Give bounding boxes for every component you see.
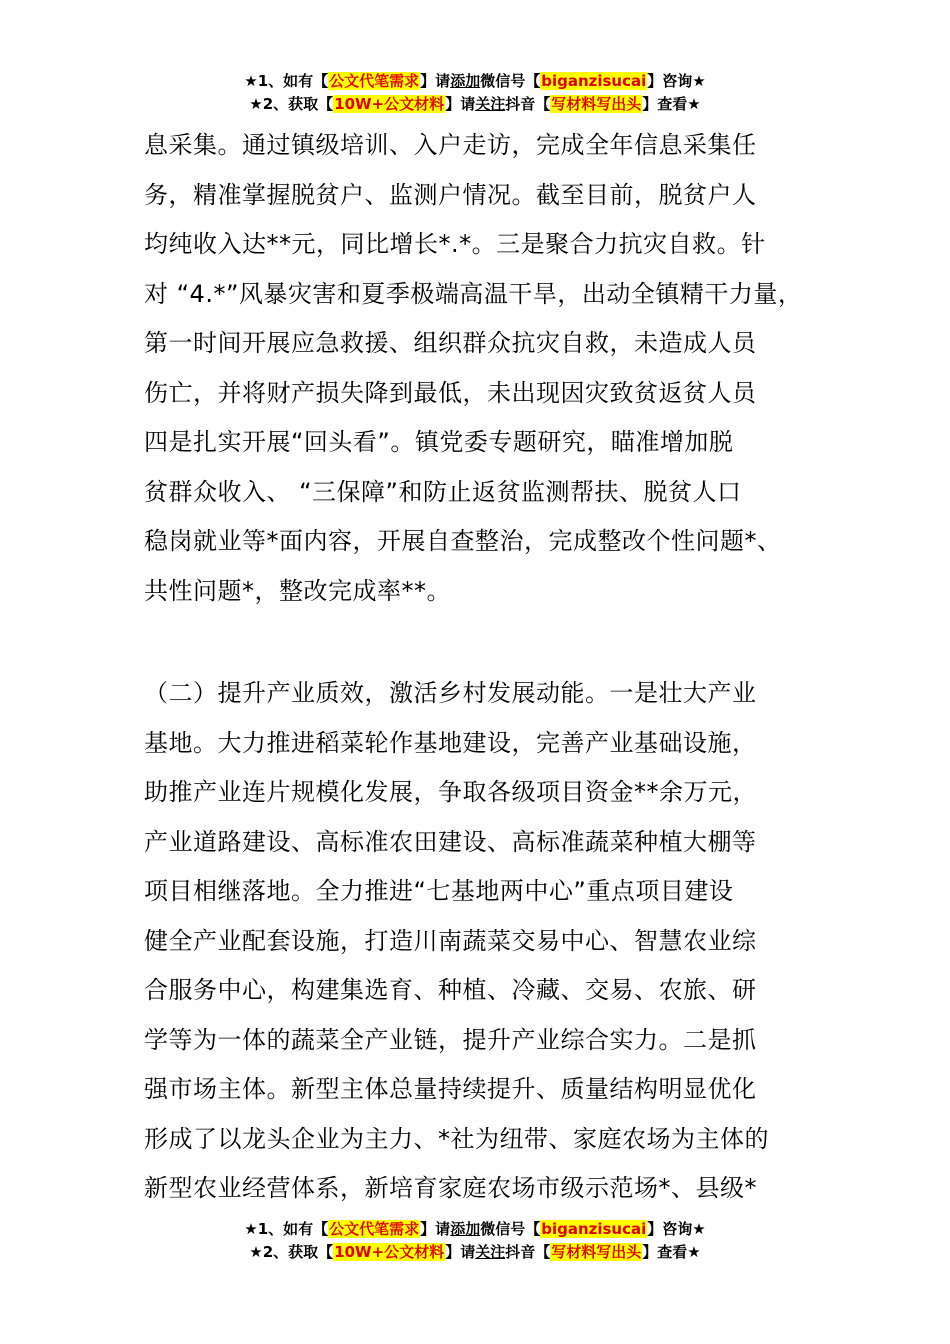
text-line: 第一时间开展应急救援、组织群众抗灾自救，未造成人员: [144, 329, 757, 357]
banner-highlight: 公文代笔需求: [329, 72, 420, 90]
banner-text: 】请: [445, 1243, 476, 1261]
banner-highlight: 写材料写出头: [551, 1243, 642, 1261]
banner-text: ★1、如有【: [244, 1220, 329, 1238]
text-line: 学等为一体的蔬菜全产业链，提升产业综合实力。二是抓: [144, 1025, 757, 1054]
text-line: 稳岗就业等*面内容，开展自查整治，完成整改个性问题*、: [144, 527, 782, 555]
footer-banner: [0, 1218, 950, 1264]
banner-text: 】咨询★: [647, 72, 706, 90]
text-line: 贫群众收入、 “三保障”和防止返贫监测帮扶、脱贫人口: [144, 477, 742, 506]
banner-underline: 关注: [475, 95, 506, 113]
text-line: 基地。大力推进稻菜轮作基地建设，完善产业基础设施，: [144, 728, 757, 757]
banner-text: 】咨询★: [647, 1220, 706, 1238]
text-line: （二）提升产业质效，激活乡村发展动能。一是壮大产业: [144, 679, 757, 707]
banner-highlight: biganzisucai: [541, 1220, 647, 1238]
text-line: 助推产业连片规模化发展，争取各级项目资金**余万元，: [144, 778, 757, 806]
text-line: 项目相继落地。全力推进“七基地两中心”重点项目建设: [144, 877, 734, 905]
text-line: 新型农业经营体系，新培育家庭农场市级示范场*、县级*: [144, 1174, 757, 1202]
text-line: 四是扎实开展“回头看”。镇党委专题研究，瞄准增加脱: [144, 428, 734, 456]
text-line: 均纯收入达**元，同比增长*.*。三是聚合力抗灾自救。针: [144, 230, 766, 258]
text-line: 合服务中心，构建集选育、种植、冷藏、交易、农旅、研: [144, 976, 757, 1004]
paragraph-2: [144, 669, 834, 1214]
text-line: 形成了以龙头企业为主力、*社为纽带、家庭农场为主体的: [144, 1124, 769, 1153]
text-line: 息采集。通过镇级培训、入户走访，完成全年信息采集任: [144, 131, 757, 159]
text-line: 健全产业配套设施，打造川南蔬菜交易中心、智慧农业综: [144, 926, 757, 955]
banner-text: 】请: [445, 95, 476, 113]
banner-text: 】请: [420, 72, 451, 90]
banner-highlight: 10W+公文材料: [334, 95, 445, 113]
banner-highlight: 公文代笔需求: [329, 1220, 420, 1238]
banner-text: 】查看★: [642, 1243, 701, 1261]
banner-text: ★2、获取【: [249, 95, 334, 113]
banner-line-2: [0, 93, 950, 116]
banner-text: 抖音【: [505, 1243, 551, 1261]
banner-highlight: 10W+公文材料: [334, 1243, 445, 1261]
banner-highlight: biganzisucai: [541, 72, 647, 90]
banner-text: 微信号【: [480, 72, 541, 90]
banner-underline: 添加: [450, 1220, 481, 1238]
banner-line-1: [0, 70, 950, 93]
text-line: 产业道路建设、高标准农田建设、高标准蔬菜种植大棚等: [144, 827, 757, 856]
text-line: 共性问题*，整改完成率**。: [144, 576, 451, 605]
banner-text: ★1、如有【: [244, 72, 329, 90]
banner-line-1: [0, 1218, 950, 1241]
text-line: 对 “4.*”风暴灾害和夏季极端高温干旱，出动全镇精干力量，: [144, 279, 803, 308]
text-line: 伤亡，并将财产损失降到最低，未出现因灾致贫返贫人员: [144, 378, 757, 407]
banner-text: ★2、获取【: [249, 1243, 334, 1261]
banner-highlight: 写材料写出头: [551, 95, 642, 113]
banner-text: 抖音【: [505, 95, 551, 113]
paragraph-1: [144, 121, 834, 616]
banner-text: 】请: [420, 1220, 451, 1238]
banner-text: 微信号【: [480, 1220, 541, 1238]
text-line: 强市场主体。新型主体总量持续提升、质量结构明显优化: [144, 1075, 757, 1103]
banner-underline: 关注: [475, 1243, 506, 1261]
banner-line-2: [0, 1241, 950, 1264]
text-line: 务，精准掌握脱贫户、监测户情况。截至目前，脱贫户人: [144, 180, 757, 209]
header-banner: [0, 70, 950, 116]
banner-text: 】查看★: [642, 95, 701, 113]
banner-underline: 添加: [450, 72, 481, 90]
